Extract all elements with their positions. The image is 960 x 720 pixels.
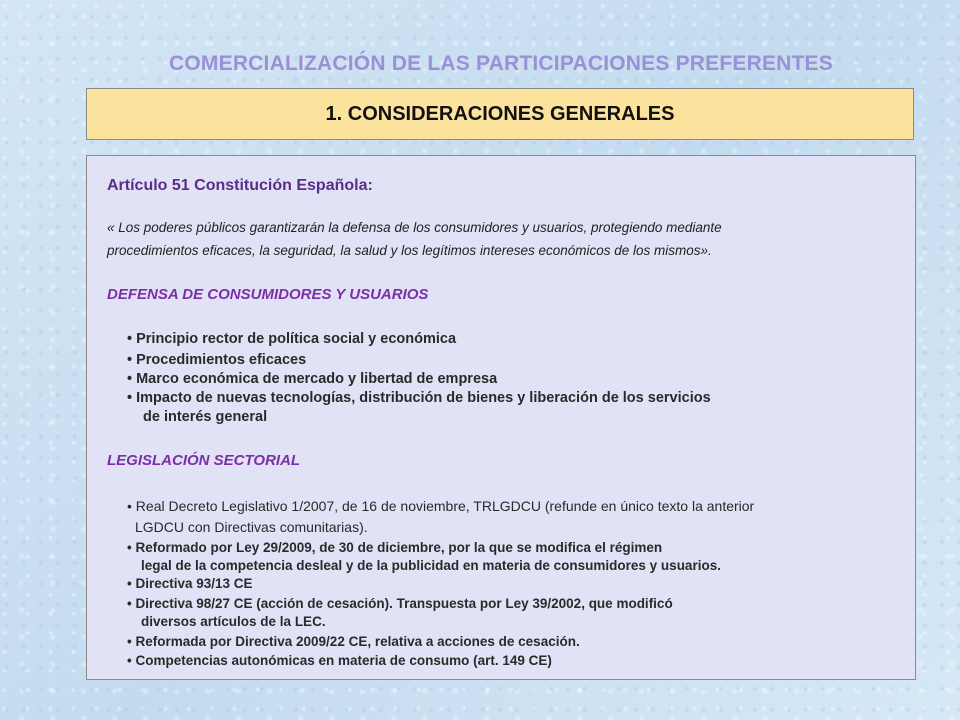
legislacion-line-8: • Reformada por Directiva 2009/22 CE, relativa a acciones de cesación. xyxy=(127,634,580,649)
legislacion-line-6: • Directiva 98/27 CE (acción de cesación). Transpuesta por Ley 39/2002, que modificó xyxy=(127,596,673,611)
legislacion-line-2: LGDCU con Directivas comunitarias). xyxy=(135,519,368,535)
main-title: COMERCIALIZACIÓN DE LAS PARTICIPACIONES PREFERENTES xyxy=(169,52,833,75)
content-panel xyxy=(86,155,916,680)
defensa-bullet-1: • Principio rector de política social y económica xyxy=(127,331,457,347)
quote-line-2: procedimientos eficaces, la seguridad, la salud y los legítimos intereses económicos de los mismos». xyxy=(107,243,712,258)
legislacion-line-1: • Real Decreto Legislativo 1/2007, de 16 de noviembre, TRLGDCU (refunde en único texto la anterior xyxy=(127,498,755,514)
defensa-bullet-3: • Marco económica de mercado y libertad de empresa xyxy=(127,371,498,387)
article-title: Artículo 51 Constitución Española: xyxy=(107,177,373,194)
heading-legislacion: LEGISLACIÓN SECTORIAL xyxy=(107,452,301,469)
section-title: 1. CONSIDERACIONES GENERALES xyxy=(325,102,675,125)
legislacion-line-9: • Competencias autonómicas en materia de consumo (art. 149 CE) xyxy=(127,653,552,668)
defensa-bullet-2: • Procedimientos eficaces xyxy=(127,352,307,368)
legislacion-line-5: • Directiva 93/13 CE xyxy=(127,576,253,591)
defensa-bullet-4-cont: de interés general xyxy=(143,409,268,425)
heading-defensa: DEFENSA DE CONSUMIDORES Y USUARIOS xyxy=(107,286,429,303)
legislacion-line-4: legal de la competencia desleal y de la publicidad en materia de consumidores y usuarios. xyxy=(141,558,721,573)
legislacion-line-3: • Reformado por Ley 29/2009, de 30 de diciembre, por la que se modifica el régimen xyxy=(127,540,663,555)
quote-line-1: « Los poderes públicos garantizarán la defensa de los consumidores y usuarios, protegiendo mediante xyxy=(107,220,722,235)
section-title-box xyxy=(86,88,914,140)
legislacion-line-7: diversos artículos de la LEC. xyxy=(141,614,326,629)
defensa-bullet-4: • Impacto de nuevas tecnologías, distribución de bienes y liberación de los servicios xyxy=(127,390,711,406)
